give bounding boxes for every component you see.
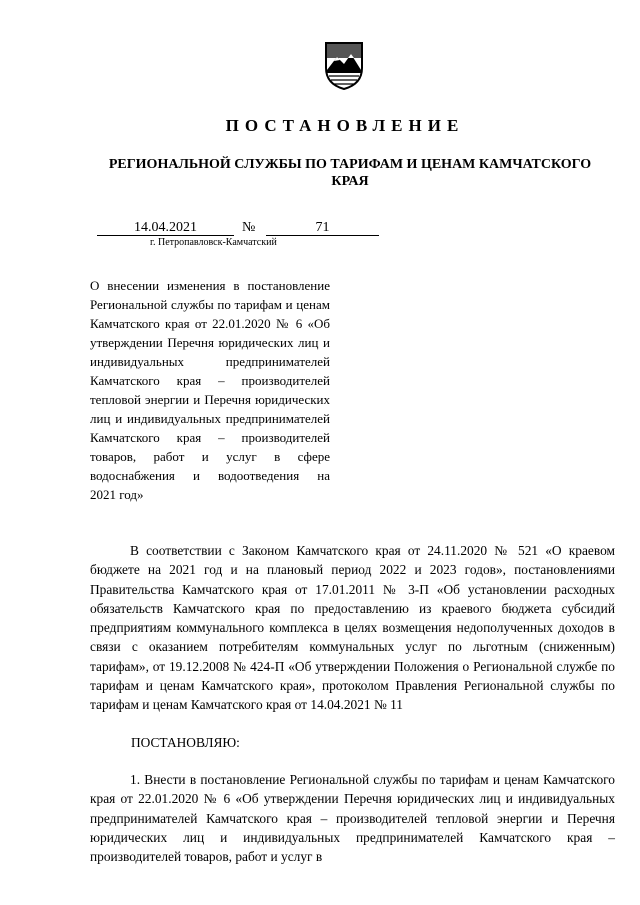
city: г. Петропавловск-Камчатский	[150, 237, 277, 248]
document-type: ПОСТАНОВЛЕНИЕ	[225, 116, 465, 135]
item-1-paragraph: 1. Внести в постановление Региональной службы по тарифам и ценам Камчатского края от 22.01.2020 № 6 «Об утверждении Перечня юридических лиц и индивидуальных предпринимателей Камчатского края – производителей тепловой энергии и Перечня юридических лиц и индивидуальных предпринимателей Камчатского края – производителей товаров, работ и услуг в	[90, 772, 615, 865]
subject-title	[90, 276, 330, 504]
subject-text: О внесении изменения в постановление Региональной службы по тарифам и ценам Камчатского края от 22.01.2020 № 6 «Об утверждении Перечня юридических лиц и индивидуальных предпринимателей Камчатского края – производителей тепловой энергии и Перечня юридических лиц и индивидуальных предпринимателей Камчатского края – производителей товаров, работ и услуг в сфере водоснабжения и водоотведения на	[90, 278, 330, 483]
issuing-agency: РЕГИОНАЛЬНОЙ СЛУЖБЫ ПО ТАРИФАМ И ЦЕНАМ КАМЧАТСКОГО КРАЯ	[108, 157, 592, 189]
kamchatka-emblem-icon	[323, 40, 365, 90]
document-date: 14.04.2021	[97, 220, 234, 236]
resolve-heading: ПОСТАНОВЛЯЮ:	[131, 735, 240, 750]
preamble-paragraph: В соответствии с Законом Камчатского края от 24.11.2020 № 521 «О краевом бюджете на 2021 год и на плановый период 2022 и 2023 годов», постановлениями Правительства Камчатского края от 17.01.2011 № 3-П «Об установлении расходных обязательств Камчатского края по предоставлению из краевого бюджета субсидий предприятиям коммунального комплекса в целях возмещения недополученных доходов в связи с оказанием потребителям коммунальных услуг по льготным (сниженным) тарифам», от 19.12.2008 № 424-П «Об утверждении Положения о Региональной службе по тарифам и ценам Камчатского края», протоколом Правления Региональной службы по тарифам и ценам Камчатского края от 14.04.2021 № 11	[90, 543, 615, 713]
document-number: 71	[266, 220, 379, 236]
number-label: №	[242, 220, 256, 235]
subject-last-line: 2021 год»	[90, 487, 144, 502]
